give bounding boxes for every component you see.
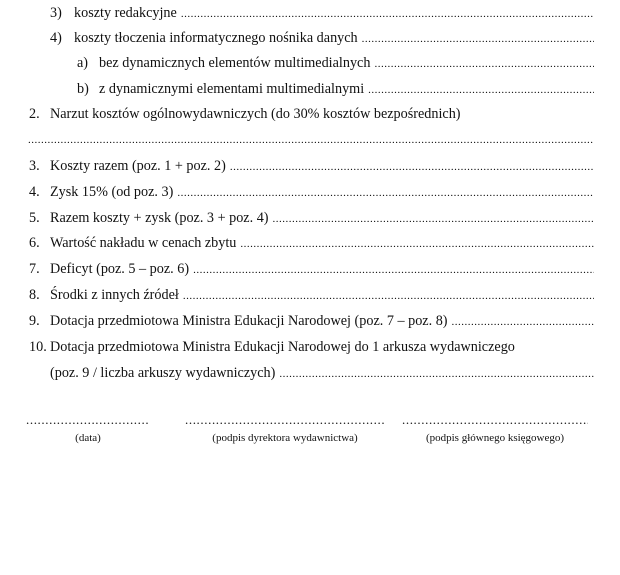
dotted-leader	[230, 156, 594, 178]
profit-line	[0, 181, 594, 203]
item-number: 5.	[29, 210, 40, 226]
dotted-leader	[183, 285, 594, 307]
item-number: b)	[77, 81, 89, 97]
item-label: Środki z innych źródeł	[50, 287, 179, 303]
item-number: 4)	[50, 30, 62, 46]
item-label: Deficyt (poz. 5 – poz. 6)	[50, 261, 190, 277]
overhead-line	[0, 103, 594, 125]
cost-line-without-dynamic	[0, 52, 594, 74]
director-signature-dots	[185, 412, 385, 428]
item-label: Dotacja przedmiotowa Ministra Edukacji Narodowej (poz. 7 – poz. 8)	[50, 313, 448, 329]
item-label: Zysk 15% (od poz. 3)	[50, 184, 174, 200]
item-number: 7.	[29, 261, 40, 277]
item-label: Wartość nakładu w cenach zbytu	[50, 235, 237, 251]
item-label: (poz. 9 / liczba arkuszy wydawniczych)	[50, 365, 276, 381]
dotted-leader	[181, 3, 594, 25]
accountant-caption: (podpis głównego księgowego)	[425, 432, 565, 444]
item-label: z dynamicznymi elementami multimedialnymi	[99, 81, 365, 97]
dotted-leader	[273, 208, 594, 230]
dotted-leader	[452, 311, 594, 333]
cost-line-with-dynamic	[0, 78, 594, 100]
item-number: 10.	[29, 339, 47, 355]
item-number: 9.	[29, 313, 40, 329]
subsidy-per-sheet-continuation	[0, 362, 594, 384]
item-number: 6.	[29, 235, 40, 251]
overhead-dotted-leader	[28, 129, 594, 151]
subsidy-line	[0, 310, 594, 332]
dotted-leader	[368, 79, 594, 101]
sales-value-line	[0, 232, 594, 254]
item-number: 2.	[29, 106, 40, 122]
item-label: koszty tłoczenia informatycznego nośnika danych	[74, 30, 358, 46]
cost-line-editorial	[0, 2, 594, 24]
item-number: 3.	[29, 158, 40, 174]
other-sources-line	[0, 284, 594, 306]
dotted-leader	[240, 233, 594, 255]
item-number: 3)	[50, 5, 62, 21]
item-label: Razem koszty + zysk (poz. 3 + poz. 4)	[50, 210, 269, 226]
item-label: koszty redakcyjne	[74, 5, 177, 21]
total-costs-line	[0, 155, 594, 177]
item-label: Narzut kosztów ogólnowydawniczych (do 30% kosztów bezpośrednich)	[50, 106, 461, 122]
dotted-leader	[362, 28, 594, 50]
item-label: bez dynamicznych elementów multimedialnych	[99, 55, 371, 71]
dotted-leader	[193, 259, 594, 281]
director-caption: (podpis dyrektora wydawnictwa)	[212, 432, 358, 444]
item-label: Koszty razem (poz. 1 + poz. 2)	[50, 158, 226, 174]
date-signature-dots	[26, 412, 150, 428]
item-number: a)	[77, 55, 89, 71]
item-label: Dotacja przedmiotowa Ministra Edukacji Narodowej do 1 arkusza wydawniczego	[50, 339, 515, 355]
dotted-leader	[374, 53, 594, 75]
item-number: 8.	[29, 287, 40, 303]
cost-line-media-pressing	[0, 27, 594, 49]
date-caption: (data)	[75, 432, 101, 444]
accountant-signature-dots	[402, 412, 588, 428]
subsidy-per-sheet-line	[0, 336, 594, 358]
deficit-line	[0, 258, 594, 280]
costs-plus-profit-line	[0, 207, 594, 229]
dotted-leader	[177, 182, 594, 204]
item-number: 4.	[29, 184, 40, 200]
dotted-leader	[279, 363, 594, 385]
